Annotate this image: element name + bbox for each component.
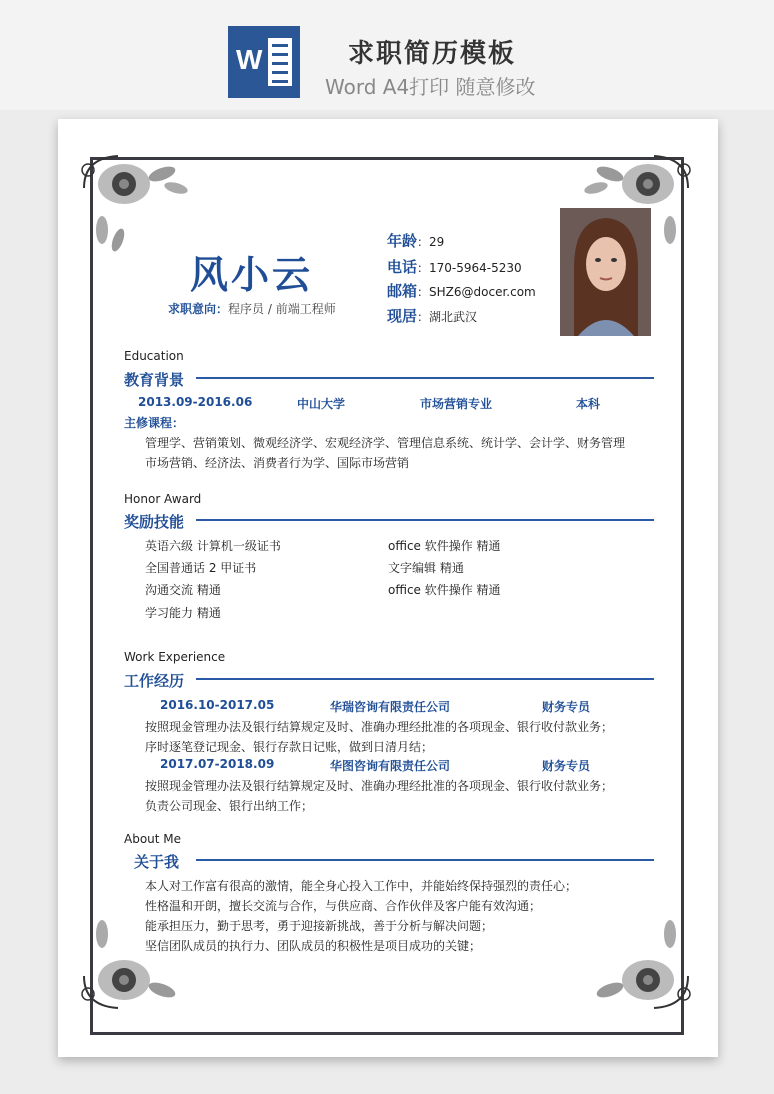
edu-courses-line: 管理学、营销策划、微观经济学、宏观经济学、管理信息系统、统计学、会计学、财务管理 [145,436,626,450]
work-divider [196,678,654,680]
education-heading: 教育背景 [124,369,190,390]
job-duty: 按照现金管理办法及银行结算规定及时、准确办理经批准的各项现金、银行收付款业务； [145,720,614,734]
edu-period: 2013.09-2016.06 [138,395,253,409]
job-duty: 负责公司现金、银行出纳工作； [145,799,314,813]
about-line: 能承担压力，勤于思考，勇于迎接新挑战，善于分析与解决问题； [145,919,494,933]
awards-divider [196,519,654,521]
award-item: 沟通交流 精通 [145,583,221,597]
flower-ornament-icon [574,906,694,1016]
profile-photo [560,208,651,336]
awards-heading: 奖励技能 [124,511,190,532]
job-company: 华图咨询有限责任公司 [330,759,451,773]
about-heading: 关于我 [134,851,185,872]
award-item: 英语六级 计算机一级证书 [145,539,281,553]
award-item: 全国普通话 2 甲证书 [145,561,257,575]
job-period: 2017.07-2018.09 [160,757,275,771]
about-line: 性格温和开朗，擅长交流与合作，与供应商、合作伙伴及客户能有效沟通； [145,899,542,913]
edu-courses-line: 市场营销、经济法、消费者行为学、国际市场营销 [145,456,410,470]
banner-subtitle: Word A4打印 随意修改 [325,75,536,99]
award-item: office 软件操作 精通 [388,583,501,597]
edu-degree: 本科 [576,397,601,411]
work-heading-en: Work Experience [124,650,226,664]
job-intent: 求职意向：程序员 / 前端工程师 [168,302,336,316]
word-icon [228,26,300,98]
about-line: 本人对工作富有很高的激情，能全身心投入工作中，并能始终保持强烈的责任心； [145,879,578,893]
banner [0,0,774,110]
edu-school: 中山大学 [297,397,346,411]
word-icon-letter: W [236,44,263,75]
award-item: 学习能力 精通 [145,606,221,620]
edu-major: 市场营销专业 [420,397,493,411]
award-item: 文字编辑 精通 [388,561,464,575]
education-divider [196,377,654,379]
education-heading-en: Education [124,349,184,363]
job-period: 2016.10-2017.05 [160,698,275,712]
job-title: 财务专员 [542,759,591,773]
award-item: office 软件操作 精通 [388,539,501,553]
candidate-name: 风小云 [190,253,314,297]
edu-courses-label: 主修课程： [124,416,185,430]
info-location: 现居：湖北武汉 [387,307,478,325]
awards-heading-en: Honor Award [124,492,202,506]
banner-title: 求职简历模板 [348,39,517,69]
info-phone: 电话：170-5964-5230 [387,258,522,276]
info-age: 年龄：29 [387,232,445,250]
job-company: 华瑞咨询有限责任公司 [330,700,451,714]
job-duty: 按照现金管理办法及银行结算规定及时、准确办理经批准的各项现金、银行收付款业务； [145,779,614,793]
about-heading-en: About Me [124,832,182,846]
about-divider [196,859,654,861]
work-heading: 工作经历 [124,670,190,691]
flower-ornament-icon [78,148,198,258]
about-line: 坚信团队成员的执行力、团队成员的积极性是项目成功的关键； [145,939,482,953]
job-duty: 序时逐笔登记现金、银行存款日记账，做到日清月结； [145,740,434,754]
info-email: 邮箱：SHZ6@docer.com [387,282,536,300]
job-title: 财务专员 [542,700,591,714]
